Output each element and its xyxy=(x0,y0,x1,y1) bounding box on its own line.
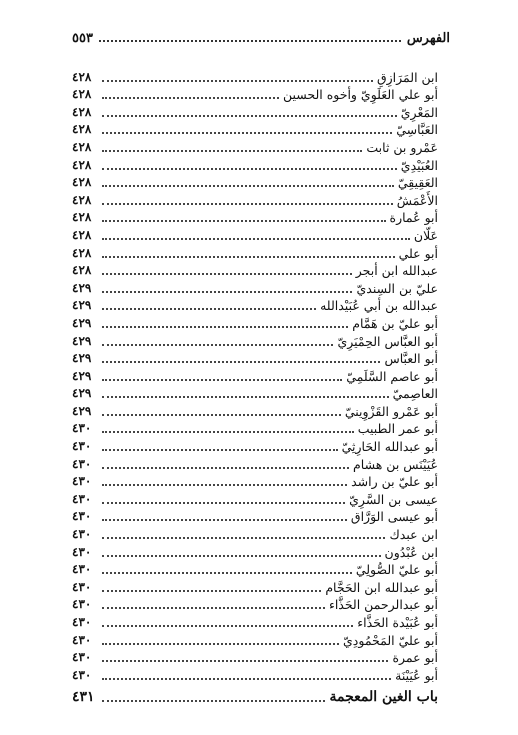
leader-dots xyxy=(102,132,392,134)
entry-page-number: ٤٣٠ xyxy=(72,509,92,524)
index-entry xyxy=(72,367,438,385)
leader-dots xyxy=(102,555,381,557)
leader-dots xyxy=(102,203,393,205)
leader-dots xyxy=(102,572,352,574)
index-entry xyxy=(72,279,438,297)
leader-dots xyxy=(102,379,342,381)
entry-page-number: ٤٣٠ xyxy=(72,562,92,577)
index-entry xyxy=(72,455,438,473)
entry-page-number: ٤٣٠ xyxy=(72,615,92,629)
index-entry xyxy=(72,666,438,684)
index-entry xyxy=(72,121,438,139)
entry-page-number: ٤٢٨ xyxy=(72,192,92,207)
entry-page-number: ٤٢٩ xyxy=(72,298,92,313)
entry-name: أبو عليّ بن راشد xyxy=(351,474,438,490)
index-entry xyxy=(72,402,438,420)
entry-name: أبو عُيَيْنَة xyxy=(395,667,438,683)
entry-name: عيسى بن السَّرِيّ xyxy=(349,491,438,507)
leader-dots xyxy=(102,414,341,416)
leader-dots xyxy=(102,97,279,99)
entry-name: أبو عبدالله ابن الحَجَّام xyxy=(325,579,438,595)
index-entry xyxy=(72,631,438,649)
leader-dots xyxy=(102,308,316,310)
index-entry xyxy=(72,649,438,667)
entry-name: المَعْرِيّ xyxy=(400,104,438,120)
entry-page-number: ٤٢٨ xyxy=(72,263,92,278)
index-entry xyxy=(72,385,438,403)
header-leader-dots xyxy=(99,40,401,42)
entry-name: أبو علي xyxy=(398,245,438,261)
entry-page-number: ٤٢٩ xyxy=(72,368,92,383)
entry-page-number: ٤٣٠ xyxy=(72,527,92,542)
leader-dots xyxy=(102,115,397,117)
entry-page-number: ٤٢٨ xyxy=(72,175,92,190)
entry-name: عَلّان xyxy=(413,227,438,243)
entry-name: العَقِيقِيّ xyxy=(397,175,438,191)
leader-dots xyxy=(102,660,388,662)
index-entry xyxy=(72,596,438,614)
entry-name: أبو عُمارة xyxy=(389,210,438,226)
entry-page-number: ٤٢٨ xyxy=(72,104,92,119)
entry-page-number: ٤٢٨ xyxy=(72,245,92,260)
index-entry xyxy=(72,297,438,315)
entry-page-number: ٤٣٠ xyxy=(72,544,92,559)
entry-name: أبو العبَّاس الحِمْيَرِيّ xyxy=(337,333,438,349)
index-entry xyxy=(72,490,438,508)
index-entry xyxy=(72,68,438,86)
index-entry xyxy=(72,350,438,368)
index-entry xyxy=(72,226,438,244)
entry-page-number: ٤٣٠ xyxy=(72,667,92,682)
entry-page-number: ٤٣٠ xyxy=(72,632,92,647)
index-entry xyxy=(72,561,438,579)
leader-dots xyxy=(102,449,338,451)
entry-page-number: ٤٣٠ xyxy=(72,456,92,471)
leader-dots xyxy=(102,326,348,328)
leader-dots xyxy=(102,431,354,433)
entry-page-number: ٤٢٨ xyxy=(72,139,92,154)
entry-name: أبو عمر الطبيب xyxy=(357,421,438,437)
entry-page-number: ٤٢٨ xyxy=(72,157,92,172)
entry-page-number: ٤٣٠ xyxy=(72,421,92,436)
entry-name: عليّ بن السِنديّ xyxy=(356,280,438,296)
index-entries xyxy=(72,68,438,706)
leader-dots xyxy=(102,361,380,363)
leader-dots xyxy=(102,256,395,258)
leader-dots xyxy=(102,700,325,702)
header-title: الفهرس xyxy=(406,31,450,46)
entry-page-number: ٤٢٩ xyxy=(72,351,92,366)
index-entry xyxy=(72,613,438,631)
entry-name: عبدالله ابن أبجر xyxy=(355,263,438,279)
leader-dots xyxy=(102,291,352,293)
leader-dots xyxy=(102,643,339,645)
entry-page-number: ٤٢٩ xyxy=(72,386,92,401)
leader-dots xyxy=(102,185,394,187)
entry-name: أبو عليّ بن هَمَّام xyxy=(352,315,438,331)
entry-page-number: ٤٣٠ xyxy=(72,597,92,612)
entry-name: عُيَيْنَس بن هشام xyxy=(353,456,438,472)
index-entry xyxy=(72,209,438,227)
leader-dots xyxy=(102,590,321,592)
leader-dots xyxy=(102,150,362,152)
leader-dots xyxy=(102,220,386,222)
entry-name: أبو عاصم السَّلَمِيّ xyxy=(346,368,438,384)
entry-name: الأَعْمَشُ xyxy=(396,192,438,208)
entry-name: باب الغين المعجمة xyxy=(329,688,438,705)
index-entry xyxy=(72,86,438,104)
entry-name: ابن عبدك xyxy=(389,527,438,543)
leader-dots xyxy=(102,519,347,521)
index-entry xyxy=(72,578,438,596)
leader-dots xyxy=(102,344,333,346)
index-entry xyxy=(72,314,438,332)
leader-dots xyxy=(102,537,385,539)
entry-page-number: ٤٢٩ xyxy=(72,403,92,418)
entry-name: ابن المَرَازِقِ xyxy=(376,69,438,85)
entry-page-number: ٤٢٨ xyxy=(72,87,92,102)
entry-page-number: ٤٣١ xyxy=(72,688,95,705)
entry-page-number: ٤٢٩ xyxy=(72,280,92,295)
index-entry xyxy=(72,508,438,526)
entry-name: أبو علي العَلَوِيّ وأخوه الحسين xyxy=(282,87,438,103)
leader-dots xyxy=(102,396,389,398)
entry-page-number: ٤٢٨ xyxy=(72,210,92,225)
entry-name: أبو عليّ المَحْمُودِيّ xyxy=(343,632,438,648)
leader-dots xyxy=(102,678,391,680)
entry-page-number: ٤٢٨ xyxy=(72,227,92,242)
entry-page-number: ٤٢٩ xyxy=(72,315,92,330)
index-entry xyxy=(72,174,438,192)
index-entry xyxy=(72,525,438,543)
section-heading xyxy=(72,684,438,706)
index-entry xyxy=(72,138,438,156)
entry-name: أبو عليّ الصُّولِيّ xyxy=(355,562,438,578)
entry-name: العُبَيْدِيّ xyxy=(400,157,438,173)
entry-name: أبو عَمْرو القَزْوِينيّ xyxy=(344,403,438,419)
header-page-number: ٥٥٣ xyxy=(72,31,93,46)
entry-name: أبو عُبَيْدة الحَذَّاء xyxy=(357,615,438,630)
leader-dots xyxy=(102,80,373,82)
index-entry xyxy=(72,420,438,438)
entry-page-number: ٤٢٩ xyxy=(72,333,92,348)
index-entry xyxy=(72,262,438,280)
index-entry xyxy=(72,156,438,174)
leader-dots xyxy=(102,467,349,469)
entry-name: أبو العبَّاس xyxy=(384,351,438,367)
entry-name: أبو عبدالرحمن الحَذَّاء xyxy=(328,597,438,613)
entry-page-number: ٤٢٨ xyxy=(72,122,92,137)
leader-dots xyxy=(102,238,410,240)
leader-dots xyxy=(102,484,347,486)
entry-page-number: ٤٣٠ xyxy=(72,439,92,454)
entry-name: عَمْرو بن ثابت xyxy=(366,139,438,155)
entry-name: ابن عُبْدُون xyxy=(384,544,438,560)
entry-page-number: ٤٢٨ xyxy=(72,69,92,84)
leader-dots xyxy=(102,625,353,627)
index-entry xyxy=(72,191,438,209)
index-entry xyxy=(72,543,438,561)
entry-name: العَبَّاسِيّ xyxy=(396,122,438,138)
entry-page-number: ٤٣٠ xyxy=(72,650,92,665)
entry-page-number: ٤٣٠ xyxy=(72,579,92,594)
leader-dots xyxy=(102,502,345,504)
entry-name: العاصِميّ xyxy=(392,386,438,402)
leader-dots xyxy=(102,273,352,275)
entry-name: أبو عبدالله الحَارِثِيّ xyxy=(341,439,438,455)
index-entry xyxy=(72,332,438,350)
leader-dots xyxy=(102,168,397,170)
index-entry xyxy=(72,244,438,262)
page-header xyxy=(72,26,450,46)
entry-name: أبو عيسى الوَرَّاق xyxy=(350,509,438,525)
entry-page-number: ٤٣٠ xyxy=(72,491,92,506)
index-entry xyxy=(72,437,438,455)
entry-name: عبدالله بن أبي عُبَيْدالله xyxy=(320,298,438,314)
entry-page-number: ٤٣٠ xyxy=(72,474,92,489)
index-entry xyxy=(72,473,438,491)
leader-dots xyxy=(102,607,325,609)
entry-name: أبو عمرة xyxy=(392,650,438,666)
index-entry xyxy=(72,103,438,121)
